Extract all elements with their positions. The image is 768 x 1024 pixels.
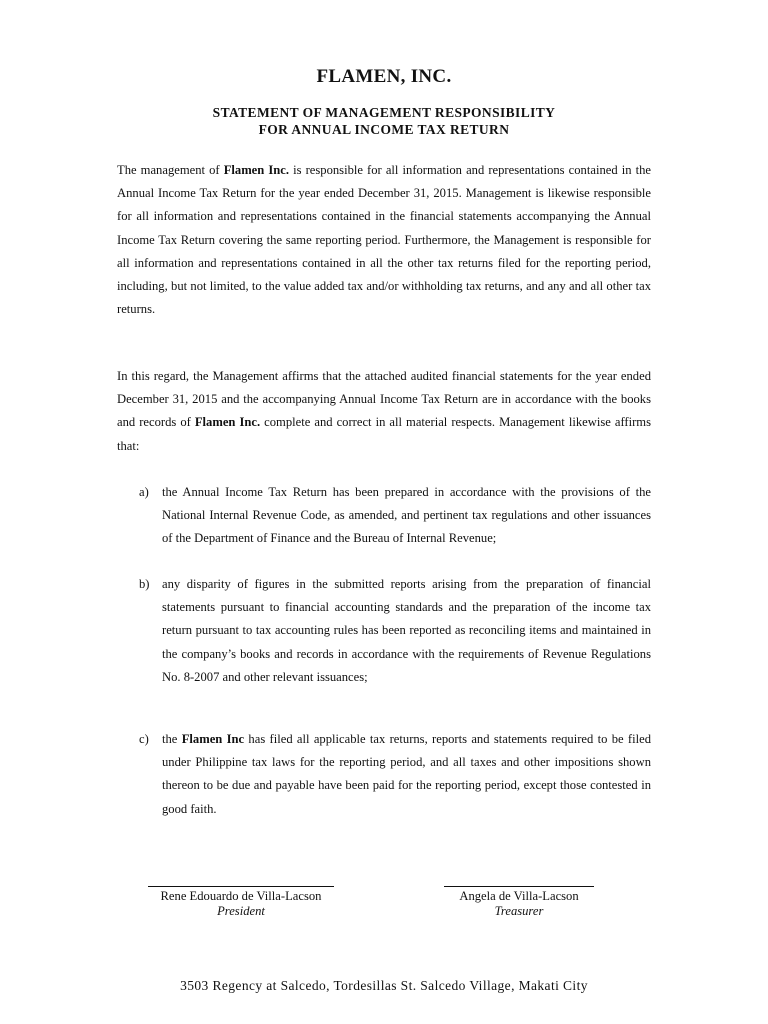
signatory-name: Rene Edouardo de Villa-Lacson [160,889,322,903]
list-marker-c: c) [139,732,149,746]
title-line-2: FOR ANNUAL INCOME TAX RETURN [258,122,510,137]
paragraph-affirmation [117,365,651,458]
paragraph1-text-end: is responsible for all information and representations contained in the Annual Income Tax Return for the year ended December 31, 2015. Management is likewise responsible for all information and representations contained in the financial statements accompanying the Annual Income Tax Return covering the same reporting period. Furthermore, the Management is responsible for all information and representations contained in all the other tax returns filed for the reporting period, including, but not limited, to the value added tax and/or withholding tax returns, and any and all other tax returns. [117,163,651,317]
paragraph1-text-start: The management of [117,163,224,177]
paragraph2-text-end: complete and correct in all material respects. Management likewise affirms that: [117,415,651,453]
list-marker-b: b) [139,577,150,591]
signatory-name: Angela de Villa-Lacson [459,889,579,903]
list-marker-a: a) [139,485,149,499]
signature-block-treasurer [444,886,594,919]
signature-line [148,886,334,887]
signatory-role: Treasurer [494,904,544,918]
title-line-1: STATEMENT OF MANAGEMENT RESPONSIBILITY [212,105,556,120]
list-text-c-end: has filed all applicable tax returns, reports and statements required to be filed under Philippine tax laws for the reporting period, and all taxes and other impositions shown thereon to be due and payable have been paid for the reporting period, except those contested in good faith. [162,732,651,816]
list-text-a: the Annual Income Tax Return has been prepared in accordance with the provisions of the National Internal Revenue Code, as amended, and pertinent tax regulations and other issuances of the Department of Finance and the Bureau of Internal Revenue; [162,485,651,546]
paragraph2-company-name: Flamen Inc. [194,415,261,430]
footer-address: 3503 Regency at Salcedo, Tordesillas St. Salcedo Village, Makati City [180,978,588,993]
list-text-c-start: the [162,732,182,746]
signature-block-president [148,886,334,919]
paragraph2-text-start: In this regard, the Management affirms that the attached audited financial statements for the year ended December 31, 2015 and the accompanying Annual Income Tax Return are in accordance with the books and records of [117,369,651,430]
list-text-c [162,728,651,821]
signature-line [444,886,594,887]
paragraph1-company-name: Flamen Inc. [223,163,290,177]
list-text-c-company-name: Flamen Inc [181,732,245,746]
signatory-role: President [217,904,265,918]
list-text-b: any disparity of figures in the submitted reports arising from the preparation of financial statements pursuant to financial accounting standards and the preparation of the income tax return pursuant to tax accounting rules has been reported as reconciling items and maintained in the company’s books and records in accordance with the requirements of Revenue Regulations No. 8-2007 and other relevant issuances; [162,577,651,684]
paragraph-responsibility [117,159,651,321]
company-name: FLAMEN, INC. [316,66,452,87]
